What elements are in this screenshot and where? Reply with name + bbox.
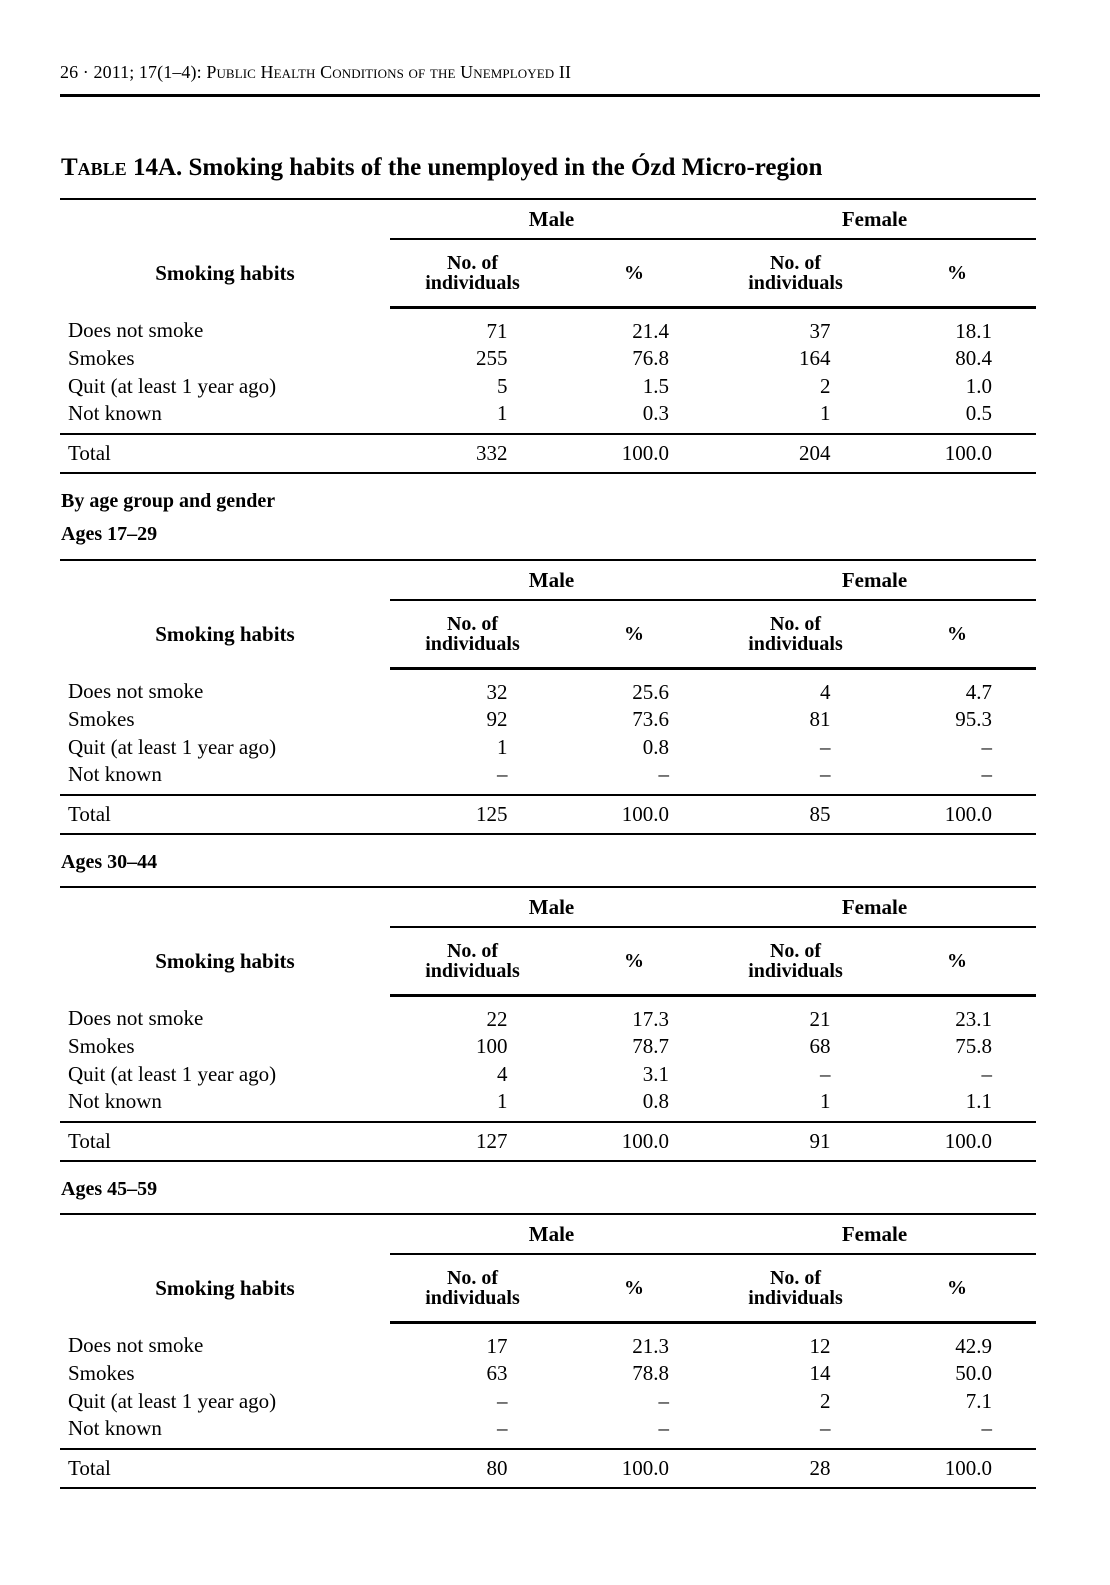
header-male-percent: % <box>555 600 713 669</box>
male-percent-cell <box>555 345 713 373</box>
female-count-cell <box>713 345 878 373</box>
row-label: Quit (at least 1 year ago) <box>68 734 277 759</box>
female-percent-cell <box>878 400 1036 435</box>
header-female-count <box>713 239 878 308</box>
male-count-cell <box>390 400 555 435</box>
row-label: Smokes <box>68 707 135 732</box>
header-female: Female <box>713 560 1036 600</box>
female-count-cell <box>713 1323 878 1360</box>
cell-value: 4 <box>497 1061 508 1086</box>
female-count-cell <box>713 1033 878 1061</box>
header-count-line2: individuals <box>748 1287 843 1309</box>
header-count-line2: individuals <box>748 272 843 294</box>
cell-value: 1 <box>820 401 831 426</box>
header-female-percent: % <box>878 600 1036 669</box>
running-head <box>60 62 1040 83</box>
cell-value: 25.6 <box>632 679 669 704</box>
total-row <box>60 795 1036 834</box>
table-row <box>60 761 1036 796</box>
male-count-cell <box>390 1088 555 1123</box>
header-male-count <box>390 600 555 669</box>
cell-value: 18.1 <box>955 318 992 343</box>
male-percent-cell <box>555 400 713 435</box>
cell-value: 3.1 <box>642 1061 669 1086</box>
cell-value: 127 <box>476 1129 508 1153</box>
table-row <box>60 400 1036 435</box>
cell-value: 2 <box>820 1388 831 1413</box>
table-title <box>61 154 822 182</box>
header-male-count <box>390 1254 555 1323</box>
female-percent-cell <box>878 1060 1036 1088</box>
header-count-line1: No. of <box>769 252 822 274</box>
table-title-text: Smoking habits of the unemployed in the Ózd Micro-region <box>182 154 823 181</box>
cell-value: 1 <box>497 401 508 426</box>
table-row <box>60 1387 1036 1415</box>
male-percent-cell <box>555 1323 713 1360</box>
cell-value: 28 <box>809 1456 831 1480</box>
male-percent-cell <box>555 733 713 761</box>
header-count-line1: No. of <box>769 940 822 962</box>
row-label: Smokes <box>68 346 135 371</box>
total-male-percent <box>555 434 713 473</box>
header-count-line2: individuals <box>425 1287 520 1309</box>
header-female-percent: % <box>878 927 1036 996</box>
table-row <box>60 1323 1036 1360</box>
cell-value: 80.4 <box>955 346 992 371</box>
cell-value: 91 <box>809 1129 831 1153</box>
header-male: Male <box>390 560 713 600</box>
row-label: Not known <box>68 762 162 787</box>
cell-value: 50.0 <box>955 1361 992 1386</box>
male-count-cell <box>390 1323 555 1360</box>
total-female-count <box>713 1449 878 1488</box>
header-female-count <box>713 600 878 669</box>
running-head-prefix: 26 · 2011; 17(1–4): <box>60 62 207 82</box>
row-label: Not known <box>68 1089 162 1114</box>
header-smoking-habits: Smoking habits <box>60 1214 390 1323</box>
cell-value: 32 <box>486 679 508 704</box>
cell-value: 100.0 <box>621 441 669 465</box>
cell-value: 100.0 <box>944 1456 992 1480</box>
cell-value: 1.0 <box>965 373 992 398</box>
total-male-percent <box>555 1122 713 1161</box>
cell-value: 22 <box>486 1006 508 1031</box>
row-label: Does not smoke <box>68 1333 204 1357</box>
total-female-count <box>713 1122 878 1161</box>
female-count-cell <box>713 372 878 400</box>
table-row <box>60 1088 1036 1123</box>
female-percent-cell <box>878 1033 1036 1061</box>
table-row <box>60 669 1036 706</box>
total-label: Total <box>60 795 390 834</box>
cell-value: 21.4 <box>632 318 669 343</box>
row-label: Does not smoke <box>68 1006 204 1030</box>
cell-value: 1.5 <box>642 373 669 398</box>
cell-value: – <box>820 734 831 759</box>
cell-value: 21 <box>809 1006 831 1031</box>
total-row <box>60 434 1036 473</box>
cell-value: 0.5 <box>965 401 992 426</box>
cell-value: 14 <box>809 1361 831 1386</box>
cell-value: 21.3 <box>632 1333 669 1358</box>
row-label: Does not smoke <box>68 318 204 342</box>
header-male: Male <box>390 1214 713 1254</box>
cell-value: 4 <box>820 679 831 704</box>
table-row <box>60 308 1036 345</box>
female-count-cell <box>713 706 878 734</box>
cell-value: 63 <box>486 1361 508 1386</box>
total-female-percent <box>878 795 1036 834</box>
female-percent-cell <box>878 706 1036 734</box>
header-smoking-habits: Smoking habits <box>60 887 390 996</box>
header-count-line1: No. of <box>446 940 499 962</box>
table-ages-17-29 <box>60 559 1036 835</box>
total-male-count <box>390 1122 555 1161</box>
cell-value: 100.0 <box>621 1456 669 1480</box>
male-percent-cell <box>555 761 713 796</box>
header-male-percent: % <box>555 927 713 996</box>
male-percent-cell <box>555 706 713 734</box>
total-label: Total <box>60 434 390 473</box>
header-count-line2: individuals <box>748 960 843 982</box>
female-count-cell <box>713 1088 878 1123</box>
row-label: Not known <box>68 1416 162 1441</box>
female-count-cell <box>713 669 878 706</box>
row-label: Does not smoke <box>68 679 204 703</box>
cell-value: 0.8 <box>642 1089 669 1114</box>
header-male-percent: % <box>555 1254 713 1323</box>
total-female-percent <box>878 1122 1036 1161</box>
total-label: Total <box>60 1122 390 1161</box>
male-percent-cell <box>555 996 713 1033</box>
header-count-line1: No. of <box>769 1267 822 1289</box>
female-percent-cell <box>878 308 1036 345</box>
female-count-cell <box>713 1060 878 1088</box>
male-count-cell <box>390 706 555 734</box>
cell-value: 85 <box>809 802 831 826</box>
cell-value: 17 <box>486 1333 508 1358</box>
cell-value: 23.1 <box>955 1006 992 1031</box>
cell-value: 17.3 <box>632 1006 669 1031</box>
male-percent-cell <box>555 1060 713 1088</box>
female-percent-cell <box>878 733 1036 761</box>
table-row <box>60 372 1036 400</box>
cell-value: 2 <box>820 373 831 398</box>
male-percent-cell <box>555 1088 713 1123</box>
cell-value: 37 <box>809 318 831 343</box>
female-percent-cell <box>878 669 1036 706</box>
cell-value: 7.1 <box>965 1388 992 1413</box>
female-percent-cell <box>878 761 1036 796</box>
female-percent-cell <box>878 996 1036 1033</box>
cell-value: 4.7 <box>965 679 992 704</box>
cell-value: – <box>497 1416 508 1441</box>
cell-value: – <box>497 762 508 787</box>
cell-value: 100.0 <box>621 802 669 826</box>
cell-value: – <box>820 762 831 787</box>
table-row <box>60 345 1036 373</box>
section-heading-ages-30-44: Ages 30–44 <box>61 851 158 873</box>
header-female-count <box>713 1254 878 1323</box>
table-title-label: Table <box>61 154 127 181</box>
male-count-cell <box>390 1033 555 1061</box>
cell-value: 5 <box>497 373 508 398</box>
male-percent-cell <box>555 308 713 345</box>
header-count-line2: individuals <box>425 272 520 294</box>
male-percent-cell <box>555 372 713 400</box>
cell-value: 1.1 <box>965 1089 992 1114</box>
table-row <box>60 1360 1036 1388</box>
row-label: Quit (at least 1 year ago) <box>68 1061 277 1086</box>
male-count-cell <box>390 1387 555 1415</box>
header-female-count <box>713 927 878 996</box>
total-male-count <box>390 1449 555 1488</box>
row-label: Quit (at least 1 year ago) <box>68 373 277 398</box>
header-male-count <box>390 927 555 996</box>
header-female: Female <box>713 1214 1036 1254</box>
total-label: Total <box>60 1449 390 1488</box>
cell-value: – <box>497 1388 508 1413</box>
cell-value: 95.3 <box>955 707 992 732</box>
female-count-cell <box>713 308 878 345</box>
header-count-line1: No. of <box>446 252 499 274</box>
female-count-cell <box>713 733 878 761</box>
total-female-count <box>713 795 878 834</box>
row-label: Smokes <box>68 1034 135 1059</box>
cell-value: 73.6 <box>632 707 669 732</box>
male-count-cell <box>390 733 555 761</box>
male-count-cell <box>390 372 555 400</box>
male-count-cell <box>390 669 555 706</box>
male-count-cell <box>390 1060 555 1088</box>
cell-value: 81 <box>809 707 831 732</box>
female-count-cell <box>713 1360 878 1388</box>
cell-value: – <box>820 1061 831 1086</box>
cell-value: 92 <box>486 707 508 732</box>
section-by-age-gender: By age group and gender <box>61 490 276 512</box>
section-heading-ages-45-59: Ages 45–59 <box>61 1178 158 1200</box>
header-female-percent: % <box>878 1254 1036 1323</box>
cell-value: 125 <box>476 802 508 826</box>
table-ages-45-59 <box>60 1213 1036 1489</box>
row-label: Quit (at least 1 year ago) <box>68 1388 277 1413</box>
total-male-percent <box>555 1449 713 1488</box>
header-count-line1: No. of <box>446 1267 499 1289</box>
male-count-cell <box>390 996 555 1033</box>
female-percent-cell <box>878 1088 1036 1123</box>
table-ages-30-44 <box>60 886 1036 1162</box>
total-female-percent <box>878 434 1036 473</box>
cell-value: 1 <box>497 1089 508 1114</box>
table-title-number: 14A. <box>126 154 183 181</box>
female-percent-cell <box>878 1323 1036 1360</box>
cell-value: 100.0 <box>944 802 992 826</box>
female-percent-cell <box>878 372 1036 400</box>
header-male-count <box>390 239 555 308</box>
male-count-cell <box>390 761 555 796</box>
cell-value: 71 <box>486 318 508 343</box>
header-female: Female <box>713 199 1036 239</box>
male-percent-cell <box>555 669 713 706</box>
total-male-percent <box>555 795 713 834</box>
row-label: Smokes <box>68 1361 135 1386</box>
cell-value: – <box>658 762 669 787</box>
cell-value: – <box>658 1388 669 1413</box>
cell-value: 75.8 <box>955 1034 992 1059</box>
cell-value: – <box>981 734 992 759</box>
male-percent-cell <box>555 1387 713 1415</box>
cell-value: 204 <box>799 441 831 465</box>
total-female-count <box>713 434 878 473</box>
male-percent-cell <box>555 1415 713 1450</box>
female-count-cell <box>713 761 878 796</box>
total-row <box>60 1122 1036 1161</box>
male-count-cell <box>390 1360 555 1388</box>
cell-value: – <box>981 1416 992 1441</box>
cell-value: 100 <box>476 1034 508 1059</box>
total-row <box>60 1449 1036 1488</box>
cell-value: 100.0 <box>621 1129 669 1153</box>
cell-value: – <box>981 1061 992 1086</box>
cell-value: 1 <box>497 734 508 759</box>
cell-value: 0.8 <box>642 734 669 759</box>
table-row <box>60 706 1036 734</box>
header-smoking-habits: Smoking habits <box>60 560 390 669</box>
cell-value: 42.9 <box>955 1333 992 1358</box>
header-rule <box>60 94 1040 97</box>
cell-value: 255 <box>476 346 508 371</box>
cell-value: 68 <box>809 1034 831 1059</box>
cell-value: – <box>658 1416 669 1441</box>
female-count-cell <box>713 400 878 435</box>
table-row <box>60 733 1036 761</box>
section-heading-ages-17-29: Ages 17–29 <box>61 523 158 545</box>
header-male-percent: % <box>555 239 713 308</box>
cell-value: – <box>820 1416 831 1441</box>
cell-value: – <box>981 762 992 787</box>
total-male-count <box>390 795 555 834</box>
female-count-cell <box>713 1387 878 1415</box>
cell-value: 0.3 <box>642 401 669 426</box>
cell-value: 1 <box>820 1089 831 1114</box>
cell-value: 164 <box>799 346 831 371</box>
table-row <box>60 1060 1036 1088</box>
male-count-cell <box>390 1415 555 1450</box>
total-female-percent <box>878 1449 1036 1488</box>
cell-value: 76.8 <box>632 346 669 371</box>
male-count-cell <box>390 345 555 373</box>
female-count-cell <box>713 996 878 1033</box>
table-row <box>60 1415 1036 1450</box>
header-male: Male <box>390 199 713 239</box>
table-overall <box>60 198 1036 474</box>
header-count-line1: No. of <box>769 613 822 635</box>
cell-value: 100.0 <box>944 441 992 465</box>
header-male: Male <box>390 887 713 927</box>
cell-value: 100.0 <box>944 1129 992 1153</box>
header-female: Female <box>713 887 1036 927</box>
cell-value: 332 <box>476 441 508 465</box>
running-head-title: Public Health Conditions of the Unemployed II <box>206 62 572 82</box>
header-count-line2: individuals <box>425 960 520 982</box>
header-smoking-habits: Smoking habits <box>60 199 390 308</box>
cell-value: 78.7 <box>632 1034 669 1059</box>
table-row <box>60 996 1036 1033</box>
cell-value: 12 <box>809 1333 831 1358</box>
table-row <box>60 1033 1036 1061</box>
cell-value: 80 <box>486 1456 508 1480</box>
female-count-cell <box>713 1415 878 1450</box>
row-label: Not known <box>68 401 162 426</box>
header-count-line1: No. of <box>446 613 499 635</box>
header-count-line2: individuals <box>425 633 520 655</box>
female-percent-cell <box>878 1360 1036 1388</box>
header-count-line2: individuals <box>748 633 843 655</box>
header-female-percent: % <box>878 239 1036 308</box>
male-percent-cell <box>555 1033 713 1061</box>
male-percent-cell <box>555 1360 713 1388</box>
male-count-cell <box>390 308 555 345</box>
total-male-count <box>390 434 555 473</box>
female-percent-cell <box>878 345 1036 373</box>
female-percent-cell <box>878 1387 1036 1415</box>
female-percent-cell <box>878 1415 1036 1450</box>
cell-value: 78.8 <box>632 1361 669 1386</box>
